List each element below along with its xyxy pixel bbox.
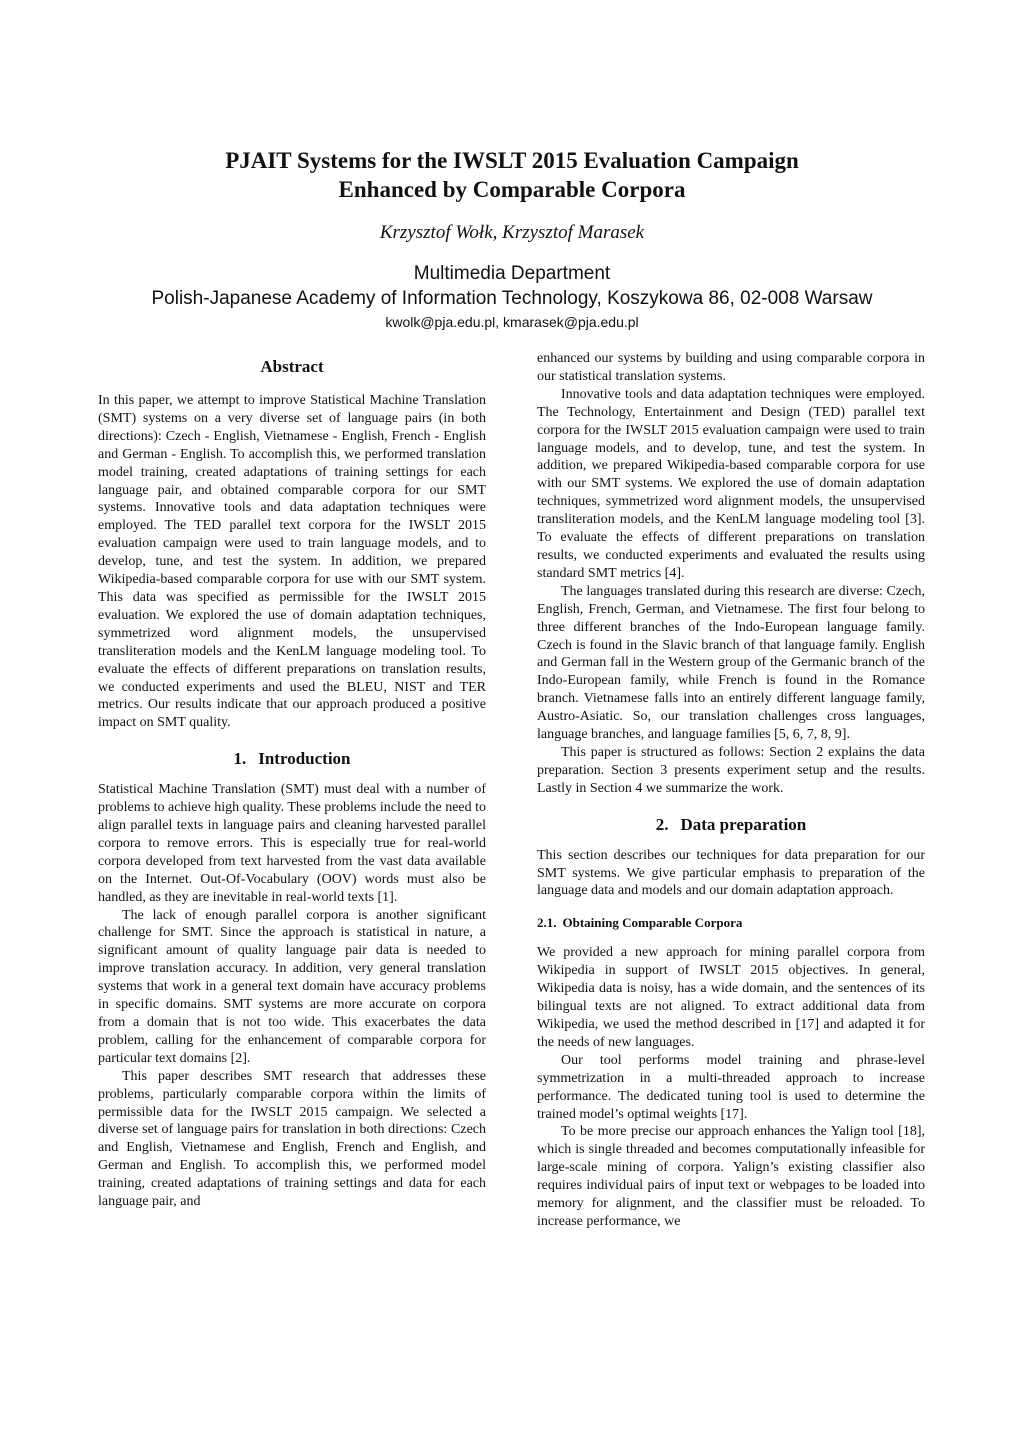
section-number: 1. [233, 749, 247, 769]
paragraph: The lack of enough parallel corpora is another significant challenge for SMT. Since the approach is statistical in nature, a significant amount of quality language pair data is needed to improve translation accuracy. In addition, very general translation systems that work in a general text domain have accuracy problems in specific domains. SMT systems are more accurate on corpora from a domain that is not too wide. This exacerbates the data problem, calling for the enhancement of comparable corpora for particular text domains [2]. [98, 907, 486, 1066]
paragraph: This paper is structured as follows: Section 2 explains the data preparation. Section 3 presents experiment setup and the results. Lastly in Section 4 we summarize the work. [537, 744, 925, 796]
paragraph: Statistical Machine Translation (SMT) must deal with a number of problems to achieve high quality. These problems include the need to align parallel texts in language pairs and cleaning harvested parallel corpora to remove errors. This is especially true for real-world corpora developed from text harvested from the vast data available on the Internet. Out-Of-Vocabulary (OOV) words must also be handled, as they are inevitable in real-world texts [1]. [98, 782, 487, 905]
title-line-2: Enhanced by Comparable Corpora [338, 177, 686, 202]
department: Multimedia Department [413, 263, 611, 284]
left-column [98, 350, 486, 1211]
abstract-heading: Abstract [260, 357, 324, 376]
subsection-heading [537, 914, 925, 932]
paragraph: Innovative tools and data adaptation techniques were employed. The Technology, Entertainment and Design (TED) parallel text corpora for the IWSLT 2015 evaluation campaign were used to train language models, and to develop, tune, and test the system. In addition, we prepared Wikipedia-based comparable corpora for use with our SMT systems. We explored the use of domain adaptation techniques, symmetrized word alignment models, the unsupervised transliteration models, and the KenLM language modeling tool [3]. To evaluate the effects of different preparations on translation results, we conducted experiments and evaluated the results using standard SMT metrics [4]. [537, 386, 925, 581]
paragraph: The languages translated during this research are diverse: Czech, English, French, German, and Vietnamese. The first four belong to three different branches of the Indo-European language family. Czech is found in the Slavic branch of that language family. English and German fall in the Western group of the Germanic branch of the Indo-European family, while French is found in the Romance branch. Vietnamese falls into an entirely different language family, Austro-Asiatic. So, our translation challenges cross languages, language branches, and language families [5, 6, 7, 8, 9]. [537, 583, 925, 743]
section-title: Introduction [258, 749, 351, 769]
affiliation: Polish-Japanese Academy of Information Technology, Koszykowa 86, 02-008 Warsaw [151, 288, 873, 309]
subsection-number: 2.1. [537, 915, 557, 931]
title-line-1: PJAIT Systems for the IWSLT 2015 Evaluation Campaign [225, 148, 799, 173]
paper-title [0, 146, 1024, 204]
paragraph: This section describes our techniques for data preparation for our SMT systems. We give particular emphasis to preparation of the language data and models and our domain adaptation approach. [537, 847, 925, 899]
subsection-title: Obtaining Comparable Corpora [562, 915, 743, 931]
section-heading-introduction [98, 748, 486, 770]
emails: kwolk@pja.edu.pl, kmarasek@pja.edu.pl [385, 314, 639, 330]
paragraph: To be more precise our approach enhances the Yalign tool [18], which is single threaded and becomes computationally infeasible for large-scale mining of corpora. Yalign’s existing classifier also requires individual pairs of input text or webpages to be loaded into memory for alignment, and the classifier must be reloaded. To increase performance, we [537, 1124, 925, 1229]
section-heading-data-preparation [537, 814, 925, 836]
section-number: 2. [655, 814, 669, 834]
right-column [537, 350, 925, 1231]
authors: Krzysztof Wołk, Krzysztof Marasek [379, 222, 645, 243]
paragraph-continued: enhanced our systems by building and using comparable corpora in our statistical translation systems. [537, 351, 925, 384]
paragraph: This paper describes SMT research that addresses these problems, particularly comparable corpora within the limits of permissible data for the IWSLT 2015 campaign. We selected a diverse set of language pairs for translation in both directions: Czech and English, Vietnamese and English, French and English, and German and English. To accomplish this, we performed model training, created adaptations of training settings and data for each language pair, and [98, 1068, 486, 1210]
paragraph: Our tool performs model training and phrase-level symmetrization in a multi-threaded approach to increase performance. The dedicated tuning tool is used to determine the trained model’s optimal weights [17]. [537, 1052, 925, 1122]
section-title: Data preparation [680, 814, 807, 834]
paragraph: We provided a new approach for mining parallel corpora from Wikipedia in support of IWSLT 2015 objectives. In general, Wikipedia data is noisy, has a wide domain, and the sentences of its bilingual texts are not aligned. To extract additional data from Wikipedia, we used the method described in [17] and adapted it for the needs of new languages. [537, 945, 925, 1050]
abstract-text: In this paper, we attempt to improve Statistical Machine Translation (SMT) systems on a very diverse set of language pairs (in both directions): Czech - English, Vietnamese - English, French - English and German - English. To accomplish this, we performed translation model training, created adaptations of training settings for each language pair, and obtained comparable corpora for our SMT systems. Innovative tools and data adaptation techniques were employed. The TED parallel text corpora for the IWSLT 2015 evaluation campaign were used to train language models, and to develop, tune, and test the system. In addition, we prepared Wikipedia-based comparable corpora for use with our SMT system. This data was specified as permissible for the IWSLT 2015 evaluation. We explored the use of domain adaptation techniques, symmetrized word alignment models, the unsupervised transliteration models and the KenLM language modeling tool. To evaluate the effects of different preparations on translation results, we conducted experiments and used the BLEU, NIST and TER metrics. Our results indicate that our approach produced a positive impact on SMT quality. [98, 393, 486, 731]
